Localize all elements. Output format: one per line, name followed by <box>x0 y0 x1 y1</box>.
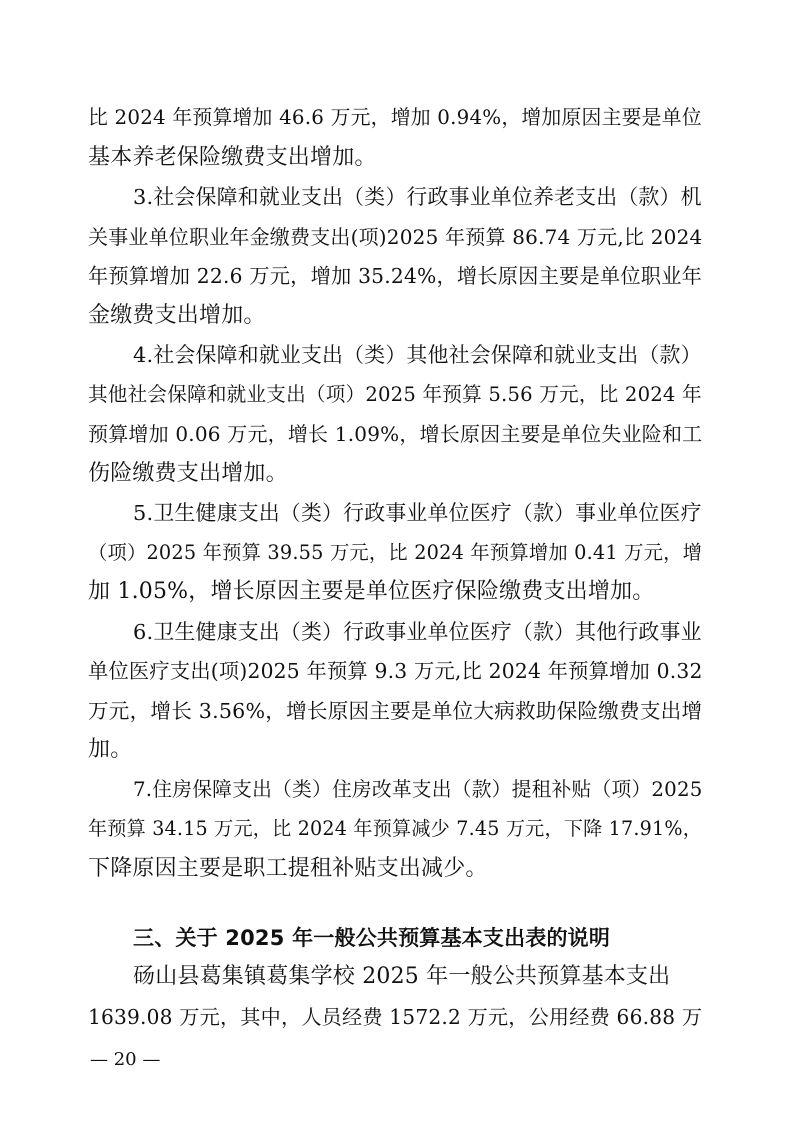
paragraph-3-start: 3.社会保障和就业支出（类）行政事业单位养老支出（款）机 <box>133 185 702 209</box>
text-line: 下降原因主要是职工提租补贴支出减少。 <box>88 856 488 881</box>
text-line: 单位医疗支出(项)2025 年预算 9.3 万元,比 2024 年预算增加 0.32 <box>88 659 703 683</box>
text-line: 其他社会保障和就业支出（项）2025 年预算 5.56 万元，比 2024 年 <box>88 383 702 406</box>
text-line: 万元，增长 3.56%，增长原因主要是单位大病救助保险缴费支出增 <box>88 699 703 723</box>
text-line: 基本养老保险缴费支出增加。 <box>88 145 377 170</box>
text-line: 关事业单位职业年金缴费支出(项)2025 年预算 86.74 万元,比 2024 <box>88 225 703 249</box>
section-heading: 三、关于 2025 年一般公共预算基本支出表的说明 <box>133 926 611 950</box>
paragraph-5-start: 5.卫生健康支出（类）行政事业单位医疗（款）事业单位医疗 <box>133 501 702 525</box>
paragraph-4-start: 4.社会保障和就业支出（类）其他社会保障和就业支出（款） <box>133 343 702 367</box>
text-line: 金缴费支出增加。 <box>88 303 266 328</box>
text-line: 1639.08 万元，其中，人员经费 1572.2 万元，公用经费 66.88 万 <box>88 1005 703 1029</box>
paragraph-section3-start: 砀山县葛集镇葛集学校 2025 年一般公共预算基本支出 <box>133 964 671 989</box>
text-line: 预算增加 0.06 万元，增长 1.09%，增长原因主要是单位失业险和工 <box>88 422 703 446</box>
paragraph-6-start: 6.卫生健康支出（类）行政事业单位医疗（款）其他行政事业 <box>133 620 702 644</box>
page-number: — 20 — <box>90 1049 161 1070</box>
text-line: 伤险缴费支出增加。 <box>88 461 288 486</box>
text-line: （项）2025 年预算 39.55 万元，比 2024 年预算增加 0.41 万元，增 <box>88 541 703 564</box>
text-line: 加 1.05%，增长原因主要是单位医疗保险缴费支出增加。 <box>88 579 655 604</box>
text-line: 年预算 34.15 万元，比 2024 年预算减少 7.45 万元，下降 17.91%， <box>88 817 703 840</box>
text-line: 比 2024 年预算增加 46.6 万元，增加 0.94%，增加原因主要是单位 <box>88 106 702 129</box>
paragraph-7-start: 7.住房保障支出（类）住房改革支出（款）提租补贴（项）2025 <box>133 778 703 801</box>
text-line: 加。 <box>88 737 133 762</box>
text-line: 年预算增加 22.6 万元，增加 35.24%，增长原因主要是单位职业年 <box>88 264 703 288</box>
